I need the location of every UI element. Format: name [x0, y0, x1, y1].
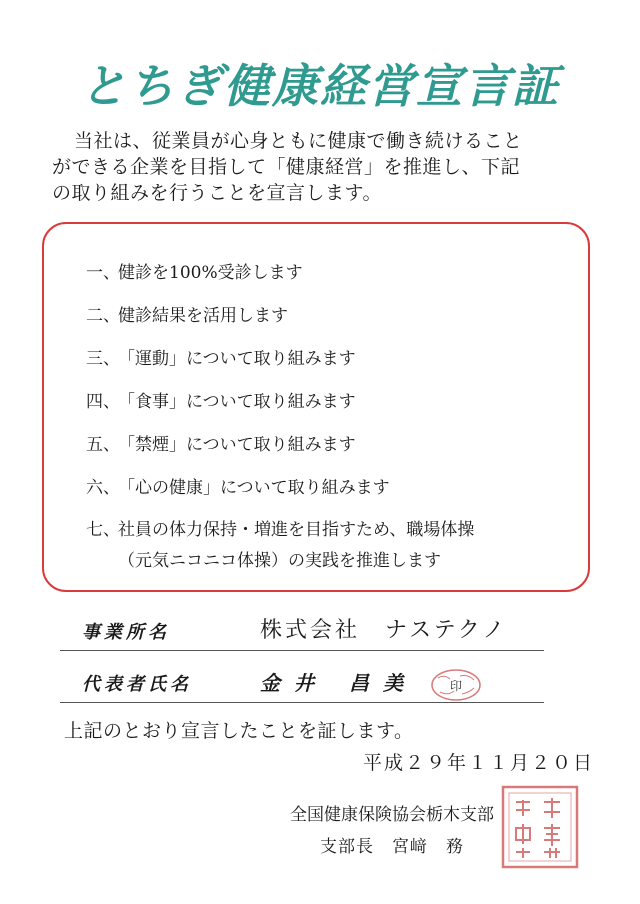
item-text: 「食事」について取り組みます	[118, 392, 356, 412]
certification-text: 上記のとおり宣言したことを証します。	[64, 720, 414, 742]
issuer-organization: 全国健康保険協会栃木支部	[290, 805, 494, 825]
item-number: 三、	[86, 349, 120, 369]
branch-chief: 支部長 宮﨑 務	[320, 837, 464, 857]
seal-mark: 印	[449, 679, 463, 693]
item-text: 「心の健康」について取り組みます	[118, 478, 390, 498]
commitment-item	[86, 387, 356, 412]
representative-value: 金井 昌美	[260, 671, 417, 695]
personal-seal-icon	[430, 668, 482, 702]
item-number: 一、	[86, 263, 120, 283]
certificate-title: とちぎ健康経営宣言証	[80, 59, 560, 113]
item-text: 健診を100%受診します	[118, 263, 303, 283]
item-number: 五、	[86, 435, 120, 455]
declaration-intro	[52, 128, 612, 206]
issue-date: 平成２９年１１月２０日	[362, 752, 594, 774]
office-row	[60, 612, 544, 651]
intro-line-3: の取り組みを行うことを宣言します。	[52, 182, 382, 204]
commitment-item	[86, 258, 303, 283]
commitment-item	[86, 301, 288, 326]
commitment-item	[86, 515, 474, 571]
office-label: 事業所名	[82, 622, 170, 643]
item-number: 二、	[86, 306, 120, 326]
intro-line-1: 当社は、従業員が心身ともに健康で働き続けること	[74, 130, 523, 152]
item-text: 「禁煙」について取り組みます	[118, 435, 356, 455]
commitment-item	[86, 473, 390, 498]
commitment-item	[86, 344, 356, 369]
office-value: 株式会社 ナステクノ	[260, 618, 508, 643]
item-number: 四、	[86, 392, 120, 412]
representative-label: 代表者氏名	[82, 674, 192, 695]
commitment-item	[86, 430, 356, 455]
item-number: 六、	[86, 478, 120, 498]
item-subtext: （元気ニコニコ体操）の実践を推進します	[118, 551, 441, 571]
item-number: 七、	[86, 520, 120, 540]
item-text: 「運動」について取り組みます	[118, 349, 356, 369]
official-seal-icon	[500, 784, 580, 870]
intro-line-2: ができる企業を目指して「健康経営」を推進し、下記	[52, 156, 521, 178]
item-text: 健診結果を活用します	[118, 306, 288, 326]
item-text: 社員の体力保持・増進を目指すため、職場体操	[118, 520, 475, 540]
